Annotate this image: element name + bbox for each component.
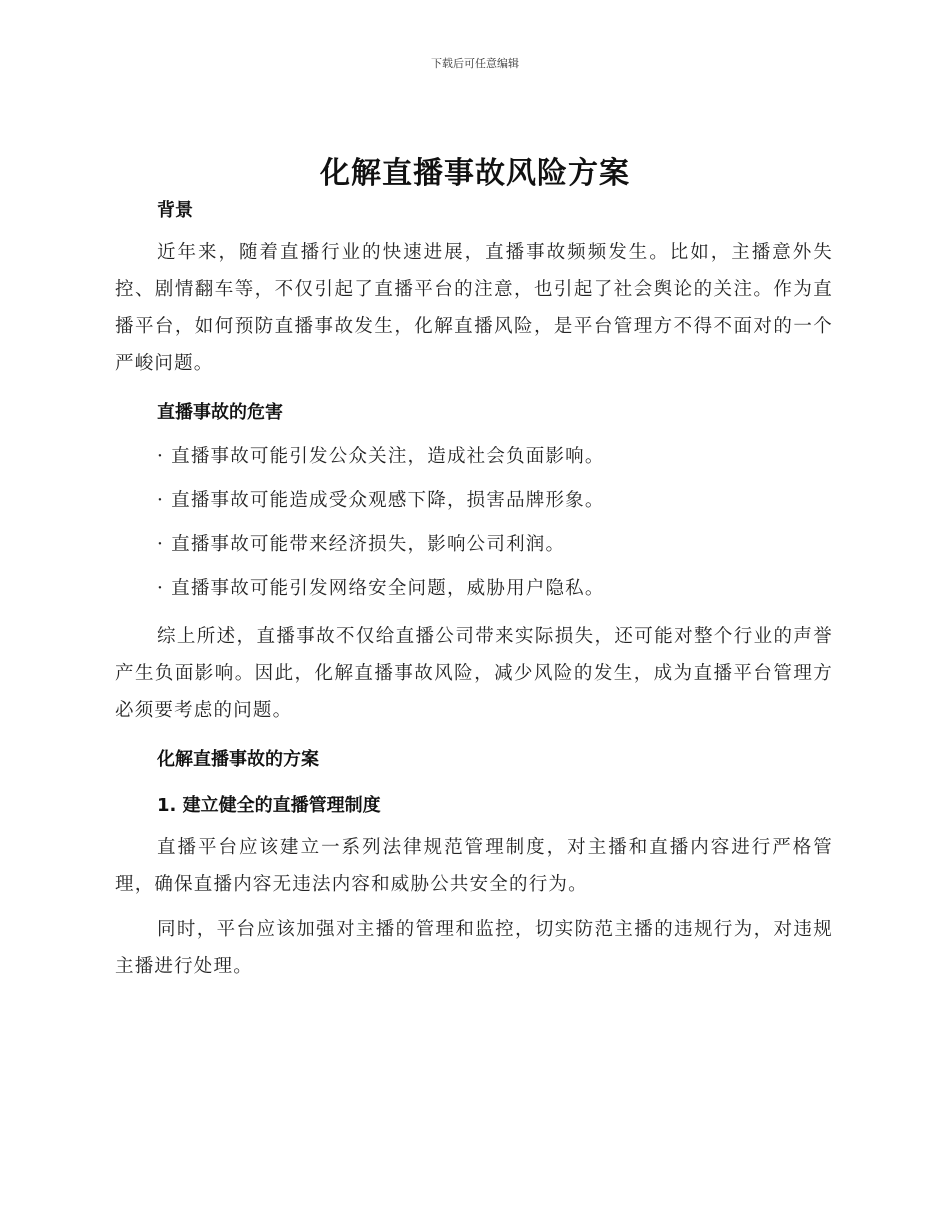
list-item-harm-2: · 直播事故可能造成受众观感下降，损害品牌形象。 (157, 490, 605, 511)
section-heading-background: 背景 (157, 200, 193, 221)
paragraph-summary: 综上所述，直播事故不仅给直播公司带来实际损失，还可能对整个行业的声誉产生负面影响。因此，化解直播事故风险，减少风险的发生，成为直播平台管理方必须要考虑的问题。 (115, 626, 833, 721)
section-heading-solution: 化解直播事故的方案 (157, 749, 319, 770)
header-note: 下载后可任意编辑 (431, 57, 519, 70)
section-heading-harm: 直播事故的危害 (157, 402, 283, 423)
document-title: 化解直播事故风险方案 (320, 156, 630, 191)
paragraph-solution-1: 直播平台应该建立一系列法律规范管理制度，对主播和直播内容进行严格管理，确保直播内容无违法内容和威胁公共安全的行为。 (115, 837, 833, 895)
subsection-heading-management: 1. 建立健全的直播管理制度 (157, 795, 381, 816)
paragraph-solution-2: 同时，平台应该加强对主播的管理和监控，切实防范主播的违规行为，对违规主播进行处理。 (115, 919, 833, 977)
list-item-harm-3: · 直播事故可能带来经济损失，影响公司利润。 (157, 534, 566, 555)
document-body (115, 196, 833, 985)
paragraph-background: 近年来，随着直播行业的快速进展，直播事故频频发生。比如，主播意外失控、剧情翻车等，不仅引起了直播平台的注意，也引起了社会舆论的关注。作为直播平台，如何预防直播事故发生，化解直播风险，是平台管理方不得不面对的一个严峻问题。 (115, 242, 833, 374)
list-item-harm-1: · 直播事故可能引发公众关注，造成社会负面影响。 (157, 446, 605, 467)
list-item-harm-4: · 直播事故可能引发网络安全问题，威胁用户隐私。 (157, 578, 605, 599)
